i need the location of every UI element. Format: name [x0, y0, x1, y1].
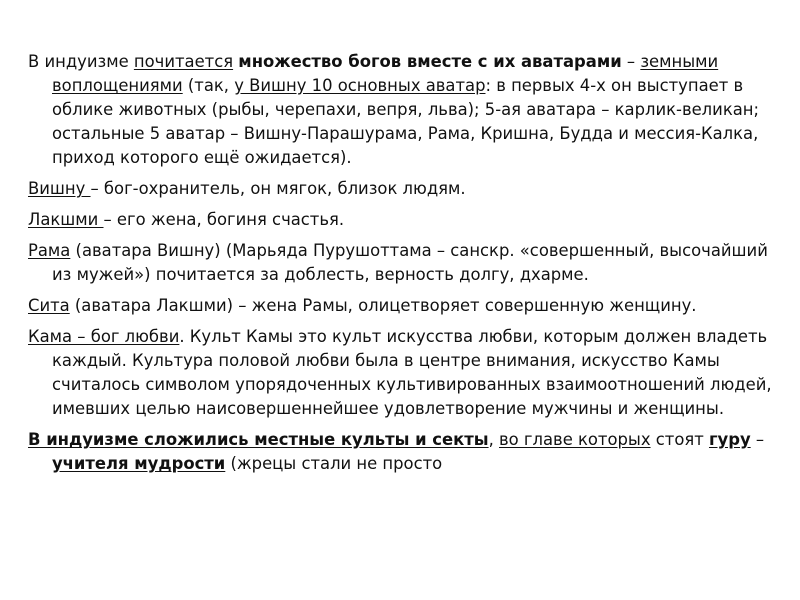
text-segment: Сита — [28, 296, 70, 315]
text-segment: В индуизме сложились местные культы и секты — [28, 430, 489, 449]
paragraph — [28, 428, 776, 476]
text-segment: во главе которых — [499, 430, 651, 449]
text-segment: – — [750, 430, 765, 449]
text-segment: (так, — [182, 76, 235, 95]
text-segment: , — [488, 430, 500, 449]
text-segment: Рама — [28, 241, 71, 260]
text-segment: : в первых 4-х он выступает в облике животных (рыбы, черепахи, вепря, льва); 5-ая аватара – карлик-великан; остальные 5 аватар – Вишну-Парашурама, Рама, Кришна, Будда и мессия-Калка, приход которого ещё ожидается). — [52, 76, 759, 167]
paragraph — [28, 50, 776, 170]
text-segment: Лакшми — [28, 210, 104, 229]
text-segment: (жрецы стали не просто — [225, 454, 443, 473]
text-segment: – бог-охранитель, он мягок, близок людям. — [90, 179, 466, 198]
text-segment: гуру — [708, 430, 751, 449]
text-segment: . Культ Камы это культ искусства любви, которым должен владеть каждый. Культура половой любви была в центре внимания, искусство Камы считалось символом упорядоченных культивированных взаимоотношений людей, имевших целью наисовершеннейшее удовлетворение мужчины и женщины. — [52, 327, 772, 418]
paragraph — [28, 208, 776, 232]
text-segment: стоят — [650, 430, 709, 449]
paragraph — [28, 294, 776, 318]
text-body — [28, 50, 776, 483]
text-segment: почитается — [133, 52, 234, 71]
text-segment: учителя мудрости — [52, 454, 226, 473]
text-segment: (аватара Вишну) (Марьяда Пурушоттама – санскр. «совершенный, высочайший из мужей») почитается за доблесть, верность долгу, дхарме. — [52, 241, 768, 284]
paragraph — [28, 325, 776, 421]
paragraph — [28, 239, 776, 287]
text-segment: (аватара Лакшми) – жена Рамы, олицетворяет совершенную женщину. — [69, 296, 697, 315]
text-segment: Вишну — [28, 179, 91, 198]
text-segment: земными — [640, 52, 719, 71]
text-segment: – его жена, богиня счастья. — [103, 210, 345, 229]
paragraph — [28, 177, 776, 201]
text-segment: – — [621, 52, 641, 71]
text-segment: В индуизме — [28, 52, 134, 71]
text-segment: Кама – бог любви — [28, 327, 180, 346]
text-segment: воплощениями — [52, 76, 183, 95]
text-segment: множество богов вместе с их аватарами — [238, 52, 622, 71]
text-segment: у Вишну 10 основных аватар — [234, 76, 486, 95]
